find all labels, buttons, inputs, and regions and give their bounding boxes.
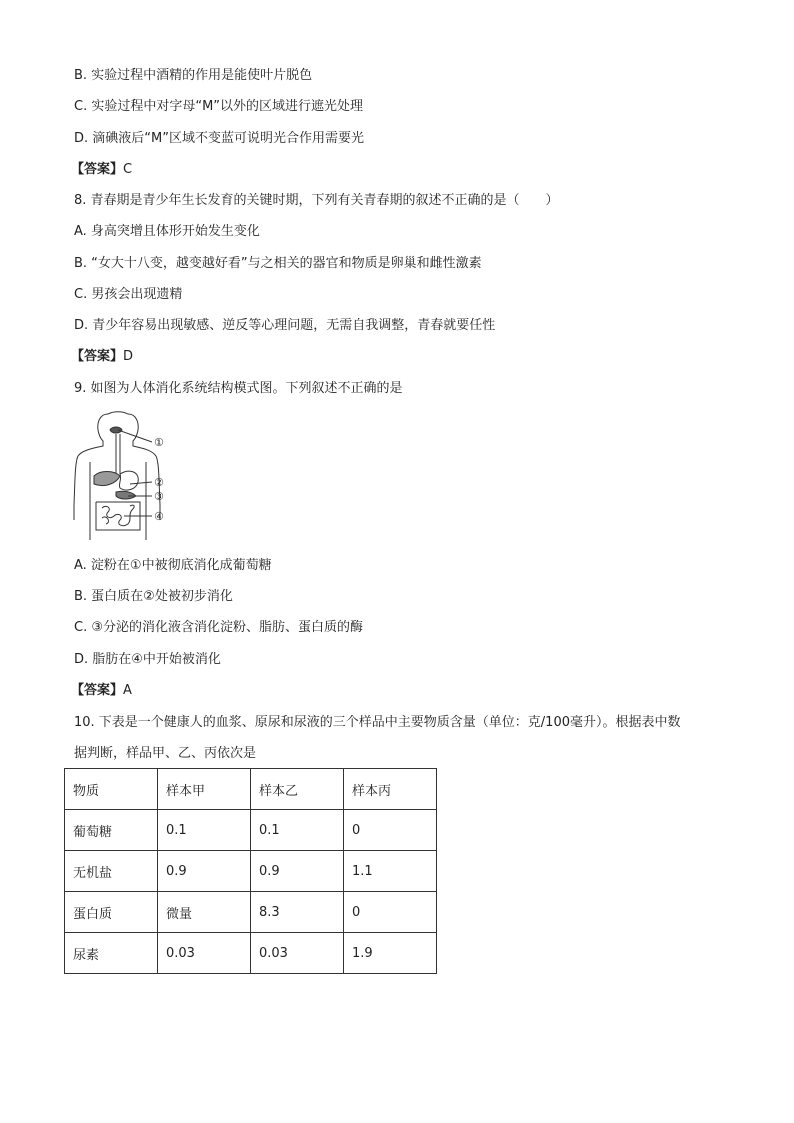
table-header-cell: 样本甲 [158,769,251,810]
label-3: ③ [154,490,164,503]
answer-value: D [123,349,134,364]
pancreas [116,491,136,499]
table-cell: 无机盐 [65,851,158,892]
answer-value: A [123,683,132,698]
table-cell: 葡萄糖 [65,810,158,851]
table-cell: 0.1 [158,810,251,851]
table-cell: 0 [344,810,437,851]
table-cell: 0.03 [251,933,344,974]
table-header-cell: 样本乙 [251,769,344,810]
q9-option-d: D. 脂肪在④中开始被消化 [74,652,221,667]
q10-stem-line2: 据判断，样品甲、乙、丙依次是 [74,746,257,761]
q10-stem-line1: 10. 下表是一个健康人的血浆、原尿和尿液的三个样品中主要物质含量（单位：克/100毫升）。根据表中数 [74,715,681,730]
table-cell: 1.1 [344,851,437,892]
q9-option-a: A. 淀粉在①中被彻底消化成葡萄糖 [74,558,272,573]
answer-value: C [123,162,133,177]
mouth [110,427,122,433]
q9-option-c: C. ③分泌的消化液含消化淀粉、脂肪、蛋白质的酶 [74,620,363,635]
table-cell: 8.3 [251,892,344,933]
q7-option-c: C. 实验过程中对字母“M”以外的区域进行遮光处理 [74,99,364,114]
answer-tag: 【答案】 [71,162,124,177]
digestive-system-diagram [70,410,185,545]
q9-stem: 9. 如图为人体消化系统结构模式图。下列叙述不正确的是 [74,381,403,396]
q7-option-b: B. 实验过程中酒精的作用是能使叶片脱色 [74,68,313,83]
q9-option-b: B. 蛋白质在②处被初步消化 [74,589,233,604]
liver [94,472,120,486]
table-row [65,851,437,892]
q7-option-d: D. 滴碘液后“M”区域不变蓝可说明光合作用需要光 [74,131,364,146]
substance-table [64,768,437,974]
table-row [65,892,437,933]
answer-tag: 【答案】 [71,683,124,698]
table-header-cell: 样本丙 [344,769,437,810]
table-cell: 1.9 [344,933,437,974]
esophagus [116,434,120,474]
table-header-cell: 物质 [65,769,158,810]
q8-option-d: D. 青少年容易出现敏感、逆反等心理问题，无需自我调整，青春就要任性 [74,318,496,333]
table-cell: 0.1 [251,810,344,851]
q8-stem: 8. 青春期是青少年生长发育的关键时期，下列有关青春期的叙述不正确的是（ ） [74,193,559,208]
table-row [65,810,437,851]
stomach [119,471,138,490]
table-cell: 0 [344,892,437,933]
small-intestine [102,505,134,525]
label-2: ② [154,476,164,489]
table-cell: 尿素 [65,933,158,974]
table-cell: 0.9 [251,851,344,892]
table-cell: 0.9 [158,851,251,892]
table-header-row [65,769,437,810]
q8-answer [71,348,133,366]
label-4: ④ [154,510,164,523]
table-cell: 0.03 [158,933,251,974]
q8-option-b: B. “女大十八变，越变越好看”与之相关的器官和物质是卵巢和雌性激素 [74,256,482,271]
label-1: ① [154,436,164,449]
q9-answer [71,682,132,700]
table-row [65,933,437,974]
table-cell: 微量 [158,892,251,933]
q8-option-c: C. 男孩会出现遗精 [74,287,183,302]
q8-option-a: A. 身高突增且体形开始发生变化 [74,224,260,239]
answer-tag: 【答案】 [71,349,124,364]
table-cell: 蛋白质 [65,892,158,933]
q7-answer [71,161,132,179]
